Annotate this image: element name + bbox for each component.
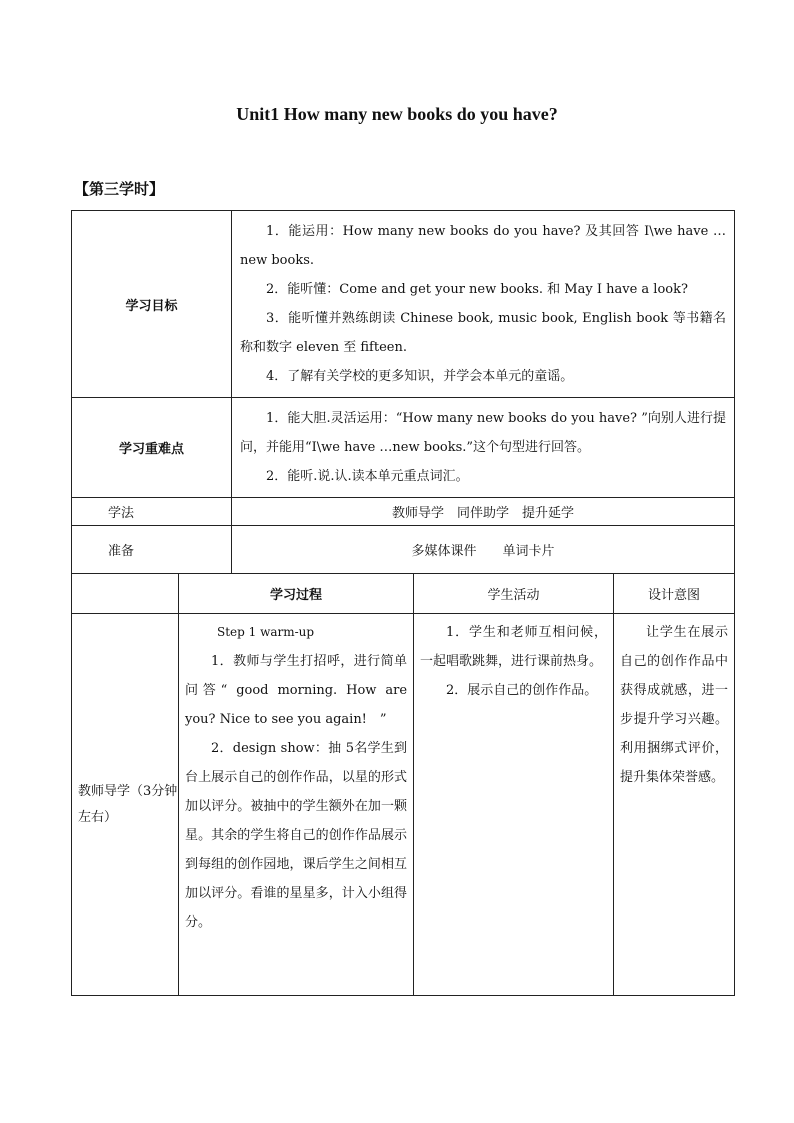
objective-line: 3．能听懂并熟练朗读 Chinese book, music book, English book 等书籍名称和数字 eleven 至 fifteen. bbox=[240, 311, 727, 355]
header-empty-cell bbox=[72, 574, 179, 614]
key-points-label: 学习重难点 bbox=[72, 398, 232, 498]
key-points-row bbox=[72, 398, 735, 498]
step-title: Step 1 warm-up bbox=[217, 625, 315, 639]
section-label: 【第三学时】 bbox=[74, 180, 165, 198]
process-line: 1．教师与学生打招呼，进行简单问答“ good morning. How are you? Nice to see you again! ” bbox=[185, 654, 408, 727]
method-row bbox=[72, 498, 735, 526]
method-value: 教师导学 同伴助学 提升延学 bbox=[232, 498, 735, 526]
objectives-content bbox=[232, 211, 735, 398]
teacher-guide-row bbox=[72, 614, 735, 996]
activity-line: 2．展示自己的创作作品。 bbox=[446, 683, 598, 698]
intent-content bbox=[614, 614, 735, 996]
preparation-label: 准备 bbox=[72, 526, 232, 574]
intent-header: 设计意图 bbox=[614, 574, 735, 614]
activity-header: 学生活动 bbox=[414, 574, 614, 614]
process-line: 2．design show：抽 5名学生到台上展示自己的创作作品，以星的形式加以评分。被抽中的学生额外在加一颗星。其余的学生将自己的创作作品展示到每组的创作园地，课后学生之间相互加以评分。看谁的星星多，计入小组得分。 bbox=[185, 741, 408, 930]
objective-line: 1．能运用：How many new books do you have? 及其回答 I\we have …new books. bbox=[240, 224, 727, 268]
process-header: 学习过程 bbox=[179, 574, 414, 614]
document-title: Unit1 How many new books do you have? bbox=[236, 104, 558, 124]
method-label: 学法 bbox=[72, 498, 232, 526]
process-content bbox=[179, 614, 414, 996]
objective-line: 4．了解有关学校的更多知识，并学会本单元的童谣。 bbox=[266, 369, 574, 384]
objectives-label: 学习目标 bbox=[72, 211, 232, 398]
key-point-line: 2．能听.说.认.读本单元重点词汇。 bbox=[266, 469, 469, 484]
preparation-row bbox=[72, 526, 735, 574]
key-points-content bbox=[232, 398, 735, 498]
process-header-row bbox=[72, 574, 735, 614]
key-point-line: 1．能大胆.灵活运用：“How many new books do you have? ”向别人进行提问，并能用“I\we have …new books.”这个句型进行回答。 bbox=[240, 411, 727, 455]
preparation-value: 多媒体课件 单词卡片 bbox=[232, 526, 735, 574]
activity-line: 1．学生和老师互相问候，一起唱歌跳舞，进行课前热身。 bbox=[420, 625, 608, 669]
objectives-row bbox=[72, 211, 735, 398]
objective-line: 2．能听懂：Come and get your new books. 和 May I have a look? bbox=[266, 282, 688, 297]
activity-content bbox=[414, 614, 614, 996]
teacher-guide-label: 教师导学（3分钟左右） bbox=[72, 614, 179, 996]
lesson-plan-table bbox=[71, 210, 735, 996]
intent-text: 让学生在展示自己的创作作品中获得成就感，进一步提升学习兴趣。利用捆绑式评价，提升集体荣誉感。 bbox=[620, 625, 729, 785]
